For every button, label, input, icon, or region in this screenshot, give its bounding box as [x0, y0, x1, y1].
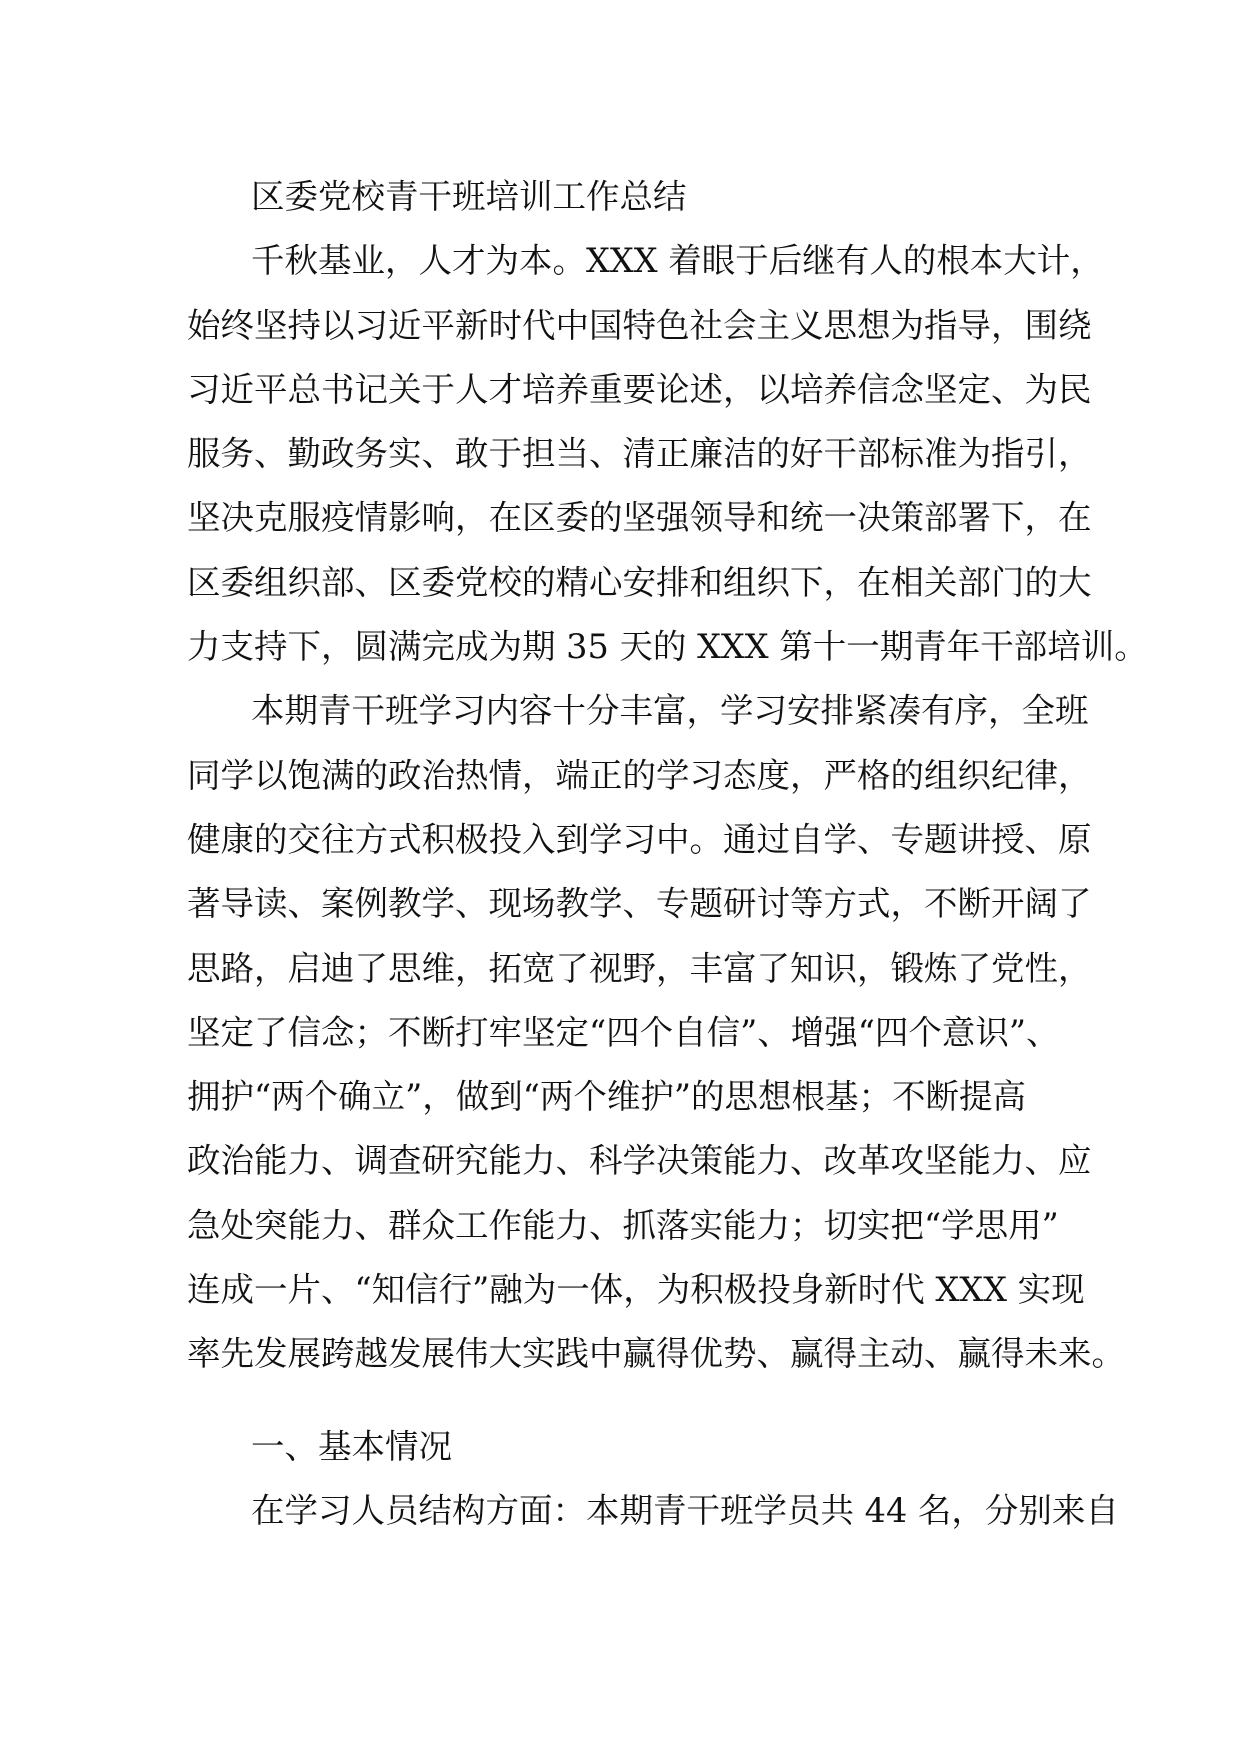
- paragraph-2: [187, 679, 1125, 1386]
- paragraph-line: 连成一片、“知信行”融为一体，为积极投身新时代 XXX 实现: [187, 1270, 1085, 1310]
- section-spacer: [187, 1387, 1067, 1415]
- paragraph-line: 服务、勤政务实、敢于担当、清正廉洁的好干部标准为指引，: [187, 434, 1092, 474]
- paragraph-line: 政治能力、调查研究能力、科学决策能力、改革攻坚能力、应: [187, 1141, 1092, 1181]
- paragraph-line: 坚定了信念；不断打牢坚定“四个自信”、增强“四个意识”、: [187, 1012, 1060, 1052]
- paragraph-line: 习近平总书记关于人才培养重要论述，以培养信念坚定、为民: [187, 369, 1092, 409]
- paragraph-line: 同学以饱满的政治热情，端正的学习态度，严格的组织纪律，: [187, 755, 1092, 795]
- paragraph-line: 始终坚持以习近平新时代中国特色社会主义思想为指导，围绕: [187, 305, 1092, 345]
- section-heading: 一、基本情况: [251, 1426, 452, 1466]
- paragraph-1: [187, 229, 1148, 679]
- paragraph-line: 健康的交往方式积极投入到学习中。通过自学、专题讲授、原: [187, 819, 1092, 859]
- paragraph-line: 急处突能力、群众工作能力、抓落实能力；切实把“学思用”: [187, 1205, 1059, 1245]
- document-body: [187, 165, 1148, 1543]
- paragraph-3: [187, 1479, 1119, 1543]
- paragraph-line: 思路，启迪了思维，拓宽了视野，丰富了知识，锻炼了党性，: [187, 948, 1092, 988]
- paragraph-line: 在学习人员结构方面：本期青干班学员共 44 名，分别来自: [251, 1490, 1119, 1530]
- paragraph-line: 率先发展跨越发展伟大实践中赢得优势、赢得主动、赢得未来。: [187, 1334, 1125, 1374]
- paragraph-line: 力支持下，圆满完成为期 35 天的 XXX 第十一期青年干部培训。: [187, 627, 1148, 667]
- document-title: 区委党校青干班培训工作总结: [251, 177, 687, 216]
- paragraph-line: 区委组织部、区委党校的精心安排和组织下，在相关部门的大: [187, 562, 1092, 602]
- paragraph-line: 千秋基业，人才为本。XXX 着眼于后继有人的根本大计，: [251, 241, 1104, 281]
- paragraph-line: 拥护“两个确立”，做到“两个维护”的思想根基；不断提高: [187, 1077, 1027, 1117]
- paragraph-line: 著导读、案例教学、现场教学、专题研讨等方式，不断开阔了: [187, 884, 1092, 924]
- paragraph-line: 坚决克服疫情影响，在区委的坚强领导和统一决策部署下，在: [187, 498, 1092, 538]
- paragraph-line: 本期青干班学习内容十分丰富，学习安排紧凑有序，全班: [251, 691, 1089, 731]
